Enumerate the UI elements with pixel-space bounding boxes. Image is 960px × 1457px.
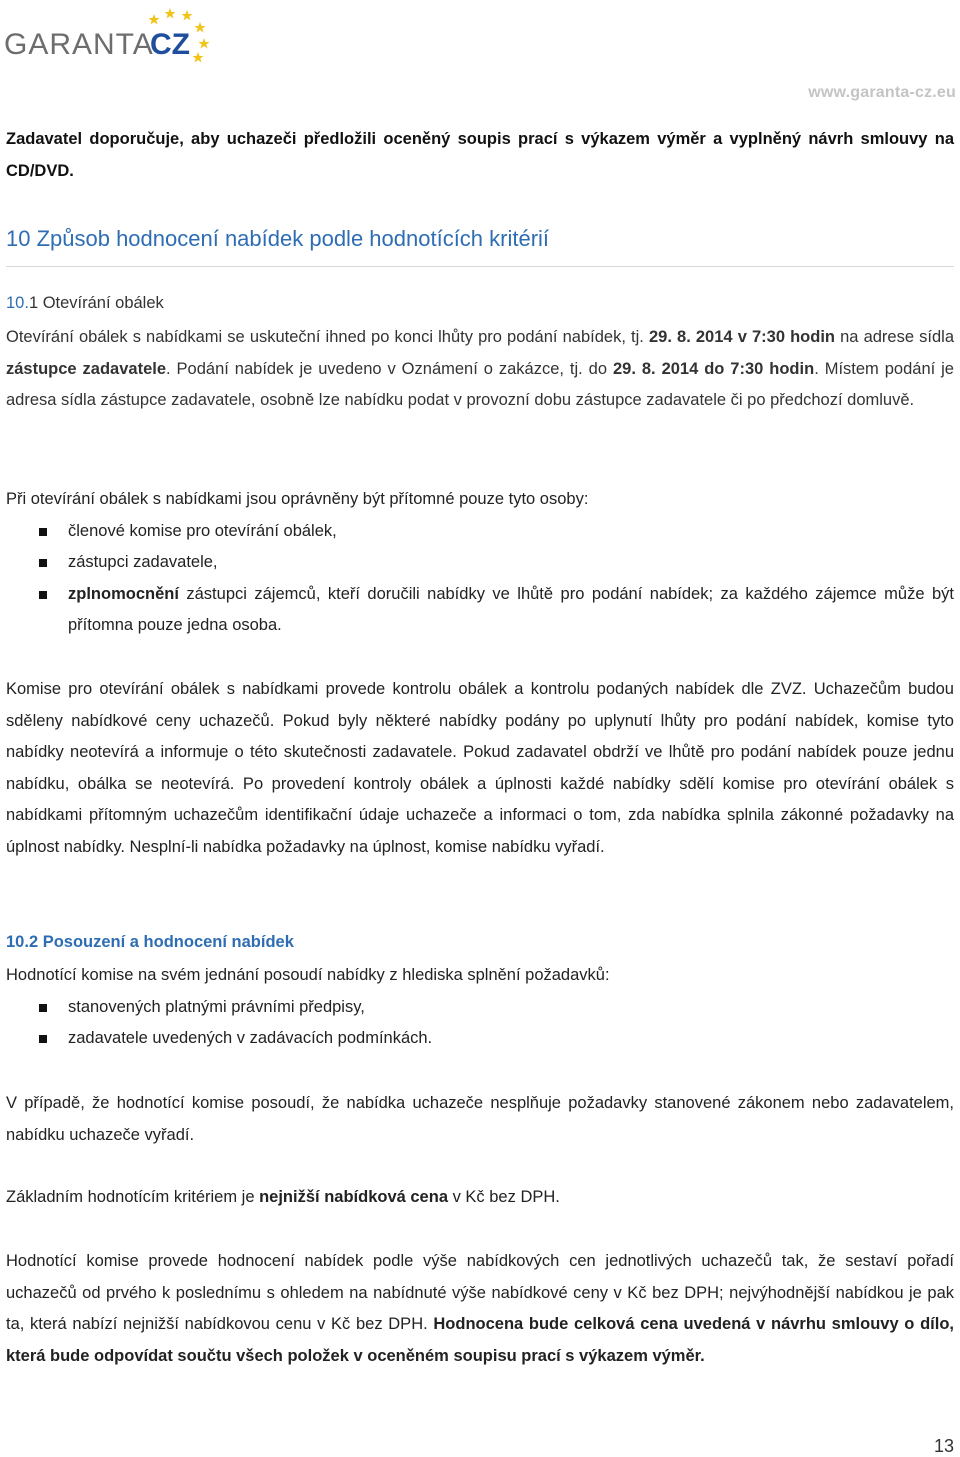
text-run: . Podání nabídek je uvedeno v Oznámení o zakázce, tj. do bbox=[166, 359, 613, 378]
date-bold: 29. 8. 2014 do 7:30 hodin bbox=[612, 359, 815, 378]
requirements-list bbox=[6, 992, 954, 1055]
subsection-heading-10-2 bbox=[6, 928, 954, 956]
list-item-text: členové komise pro otevírání obálek, bbox=[68, 521, 337, 540]
text-bold: zástupce zadavatele bbox=[6, 359, 167, 378]
section-heading: 10 Způsob hodnocení nabídek podle hodnotících kritérií bbox=[6, 226, 550, 251]
intro-paragraph: Zadavatel doporučuje, aby uchazeči předložili oceněný soupis prací s výkazem výměr a vyplněný návrh smlouvy na CD/DVD. bbox=[6, 130, 954, 180]
bullet-icon bbox=[39, 1004, 47, 1012]
list-item bbox=[6, 992, 954, 1024]
page-number: 13 bbox=[933, 1436, 954, 1456]
list-item-text: zástupci zadavatele, bbox=[68, 553, 218, 571]
list-item bbox=[6, 1023, 954, 1055]
site-url[interactable]: www.garanta-cz.eu bbox=[808, 84, 956, 101]
text-bold: nejnižší nabídková cena bbox=[259, 1188, 448, 1206]
text-run: Základním hodnotícím kritériem je bbox=[6, 1188, 260, 1206]
subsection-heading-10-1 bbox=[6, 290, 954, 316]
svg-text:CZ: CZ bbox=[150, 28, 190, 61]
commission-paragraph: Komise pro otevírání obálek s nabídkami provede kontrolu obálek a kontrolu podaných nabídek dle ZVZ. Uchazečům budou sděleny nabídkové ceny uchazečů. Pokud byly některé nabídky podány po uplynutí lhůty pro podání nabídek, komise tyto nabídky neotevírá a informuje o této skutečnosti zadavatele. Pokud zadavatel obdrží ve lhůtě pro podání nabídek pouze jednu nabídku, obálka se neotevírá. Po provedení kontroly obálek a úplnosti každé nabídky sdělí komise pro otevírání obálek s nabídkami přítomným uchazečům identifikační údaje uchazeče a informaci o tom, zda nabídka splnila zákonné požadavky na úplnost nabídky. Nesplní-li nabídka požadavky na úplnost, komise nabídku vyřadí. bbox=[6, 680, 954, 856]
attendees-list bbox=[6, 516, 954, 642]
attendees-intro: Při otevírání obálek s nabídkami jsou oprávněny být přítomné pouze tyto osoby: bbox=[6, 490, 589, 508]
list-item-bold: zplnomocnění bbox=[68, 584, 179, 603]
text-run: na adrese sídla bbox=[835, 328, 954, 346]
subsection-title: 2 Posouzení a hodnocení nabídek bbox=[28, 933, 294, 951]
bullet-icon bbox=[39, 591, 47, 599]
garanta-logo bbox=[4, 4, 214, 66]
text-bold: Hodnocena bude celková cena uvedená v návrhu smlouvy o dílo, která bude odpovídat součtu všech položek v oceněném soupisu prací s výkazem výměr. bbox=[6, 1315, 954, 1365]
ranking-paragraph bbox=[6, 1246, 954, 1372]
list-item-text: zástupci zájemců, kteří doručili nabídky ve lhůtě pro podání nabídek; za každého zájemce může být přítomna pouze jedna osoba. bbox=[68, 584, 954, 634]
heading-divider bbox=[6, 266, 954, 267]
opening-paragraph bbox=[6, 322, 954, 417]
bullet-icon bbox=[39, 1035, 47, 1043]
attendees-block bbox=[6, 484, 954, 642]
list-item bbox=[6, 579, 954, 642]
evaluation-intro: Hodnotící komise na svém jednání posoudí nabídky z hlediska splnění požadavků: bbox=[6, 966, 610, 984]
date-bold: 29. 8. 2014 v 7:30 hodin bbox=[648, 328, 836, 346]
subsection-title: 1 Otevírání obálek bbox=[28, 294, 164, 312]
list-item bbox=[6, 516, 954, 548]
subsection-number: 10. bbox=[6, 294, 29, 312]
text-run: Hodnotící komise provede hodnocení nabídek podle výše nabídkových cen jednotlivých uchazečů tak, že sestaví pořadí uchazečů od prvého k poslednímu s ohledem na nabídnuté výše nabídkové ceny v Kč bez DPH; nejvýhodnější nabídkou je pak ta, která nabízí nejnižší nabídkovou cenu v Kč bez DPH. bbox=[6, 1252, 954, 1333]
text-run: . Místem podání je adresa sídla zástupce zadavatele, osobně lze nabídku podat v provozní dobu zástupce zadavatele či po předchozí domluvě. bbox=[6, 359, 954, 409]
evaluation-block bbox=[6, 960, 954, 1055]
rejection-paragraph: V případě, že hodnotící komise posoudí, že nabídka uchazeče nesplňuje požadavky stanovené zákonem nebo zadavatelem, nabídku uchazeče vyřadí. bbox=[6, 1094, 954, 1144]
text-run: v Kč bez DPH. bbox=[448, 1188, 560, 1206]
list-item-text: zadavatele uvedených v zadávacích podmínkách. bbox=[68, 1029, 433, 1047]
criterion-paragraph bbox=[6, 1182, 954, 1214]
list-item-text: stanovených platnými právními předpisy, bbox=[68, 997, 365, 1016]
subsection-number: 10. bbox=[6, 933, 29, 951]
bullet-icon bbox=[39, 559, 47, 567]
svg-text:GARANTA: GARANTA bbox=[4, 28, 154, 61]
bullet-icon bbox=[39, 528, 47, 536]
list-item bbox=[6, 547, 954, 579]
text-run: Otevírání obálek s nabídkami se uskuteční ihned po konci lhůty pro podání nabídek, tj. bbox=[6, 328, 649, 346]
